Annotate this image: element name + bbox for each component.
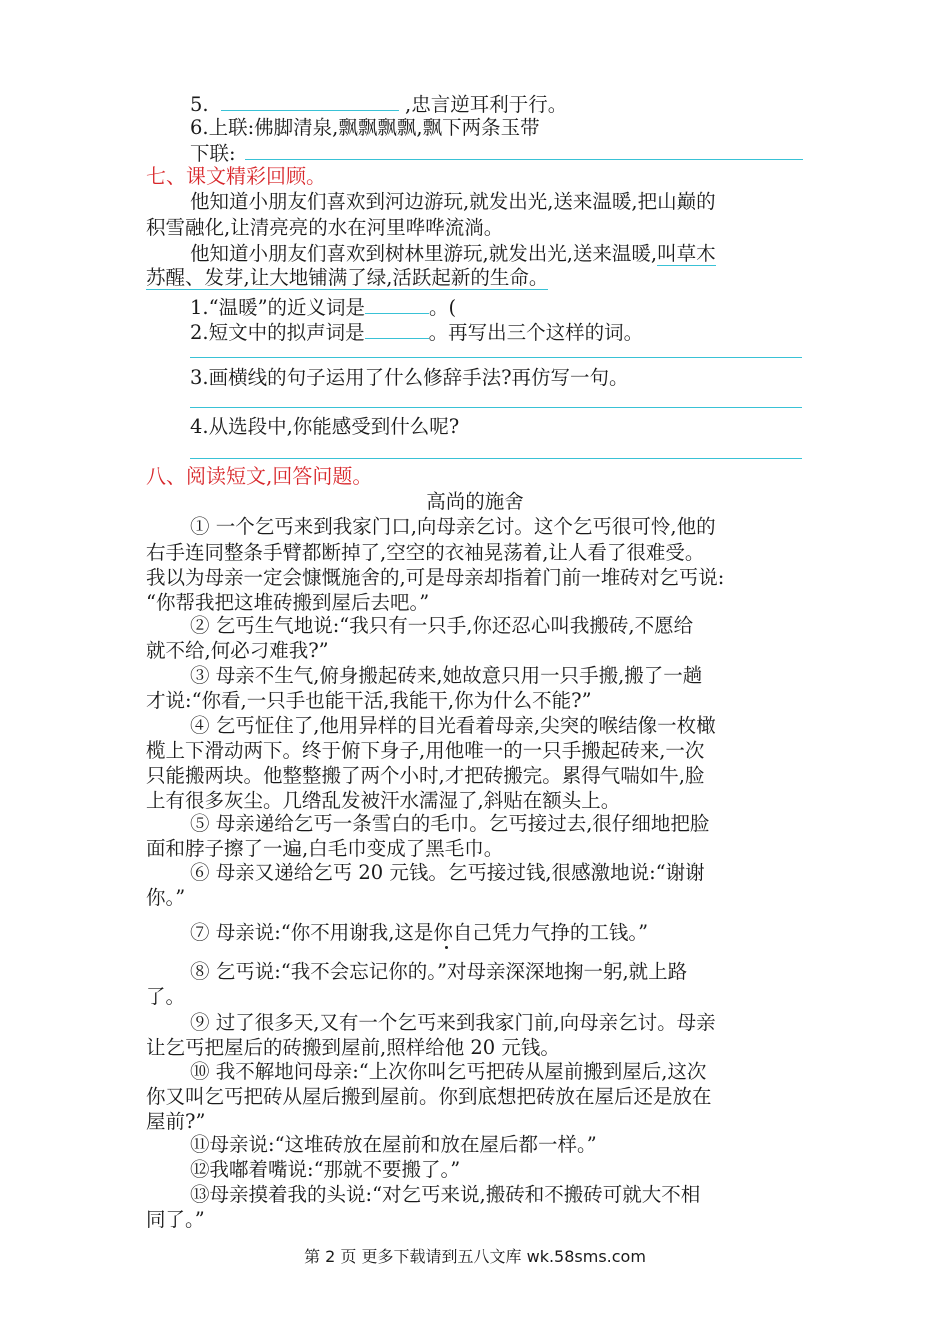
story-line: 就不给,何必刁难我?” bbox=[146, 639, 329, 662]
story-line: 让乞丐把屋后的砖搬到屋前,照样给他 20 元钱。 bbox=[146, 1036, 560, 1059]
story-line: 你。” bbox=[146, 886, 186, 909]
answer-blank[interactable] bbox=[365, 318, 429, 339]
story-title: 高尚的施舍 bbox=[426, 490, 524, 513]
passage-text: 他知道小朋友们喜欢到树林里游玩,就发出光,送来温暖, bbox=[190, 242, 658, 265]
question-7-3: 3.画横线的句子运用了什么修辞手法?再仿写一句。 bbox=[190, 366, 629, 389]
passage-7-line bbox=[146, 266, 548, 290]
story-line: ⑤ 母亲递给乞丐一条雪白的毛巾。乞丐接过去,很仔细地把脸 bbox=[190, 812, 710, 835]
story-line: 才说:“你看,一只手也能干活,我能干,你为什么不能?” bbox=[146, 689, 592, 712]
question-6-lower-label: 下联: bbox=[190, 142, 236, 165]
underlined-sentence: 叫草木 bbox=[657, 242, 716, 265]
passage-7-line bbox=[190, 242, 716, 266]
story-line: ⑨ 过了很多天,又有一个乞丐来到我家门前,向母亲乞讨。母亲 bbox=[190, 1011, 716, 1034]
question-7-1 bbox=[190, 293, 456, 320]
story-line: ⑩ 我不解地问母亲:“上次你叫乞丐把砖从屋前搬到屋后,这次 bbox=[190, 1060, 707, 1083]
story-line: ③ 母亲不生气,俯身搬起砖来,她故意只用一只手搬,搬了一趟 bbox=[190, 664, 703, 687]
answer-line[interactable] bbox=[190, 357, 802, 358]
story-line: 我以为母亲一定会慷慨施舍的,可是母亲却指着门前一堆砖对乞丐说: bbox=[146, 566, 725, 589]
question-6: 6.上联:佛脚清泉,飘飘飘飘,飘下两条玉带 bbox=[190, 116, 540, 139]
story-line: 同了。” bbox=[146, 1208, 205, 1231]
question-7-2 bbox=[190, 318, 643, 345]
story-line: 屋前?” bbox=[146, 1110, 206, 1133]
question-7-4: 4.从选段中,你能感受到什么呢? bbox=[190, 415, 460, 438]
answer-line[interactable] bbox=[190, 458, 802, 459]
underlined-sentence: 苏醒、发芽,让大地铺满了绿,活跃起新的生命。 bbox=[146, 266, 549, 289]
passage-7-line: 积雪融化,让清亮亮的水在河里哗哗流淌。 bbox=[146, 216, 504, 239]
story-line: ⑪母亲说:“这堆砖放在屋前和放在屋后都一样。” bbox=[190, 1133, 597, 1156]
emphasis-dot bbox=[445, 946, 448, 949]
question-text: 。( bbox=[429, 296, 457, 319]
story-line: 右手连同整条手臂都断掉了,空空的衣袖晃荡着,让人看了很难受。 bbox=[146, 541, 705, 564]
answer-blank[interactable] bbox=[365, 293, 429, 314]
question-text: 2.短文中的拟声词是 bbox=[190, 321, 365, 344]
section-8-title: 八、阅读短文,回答问题。 bbox=[146, 464, 373, 488]
story-line: 你又叫乞丐把砖从屋后搬到屋前。你到底想把砖放在屋后还是放在 bbox=[146, 1085, 712, 1108]
story-line: ⑬母亲摸着我的头说:“对乞丐来说,搬砖和不搬砖可就大不相 bbox=[190, 1183, 701, 1206]
question-text: 。再写出三个这样的词。 bbox=[428, 321, 644, 344]
story-line: ① 一个乞丐来到我家门口,向母亲乞讨。这个乞丐很可怜,他的 bbox=[190, 515, 716, 538]
story-line: ⑧ 乞丐说:“我不会忘记你的。”对母亲深深地掬一躬,就上路 bbox=[190, 960, 688, 983]
story-line: 面和脖子擦了一遍,白毛巾变成了黑毛巾。 bbox=[146, 837, 504, 860]
story-line: 只能搬两块。他整整搬了两个小时,才把砖搬完。累得气喘如牛,脸 bbox=[146, 764, 705, 787]
story-line: ⑦ 母亲说:“你不用谢我,这是你自己凭力气挣的工钱。” bbox=[190, 921, 649, 944]
story-line: ⑥ 母亲又递给乞丐 20 元钱。乞丐接过钱,很感激地说:“谢谢 bbox=[190, 861, 705, 884]
question-5 bbox=[190, 90, 567, 117]
story-line: 榄上下滑动两下。终于俯下身子,用他唯一的一只手搬起砖来,一次 bbox=[146, 739, 705, 762]
answer-line[interactable] bbox=[245, 159, 803, 160]
story-line: ④ 乞丐怔住了,他用异样的目光看着母亲,尖突的喉结像一枚橄 bbox=[190, 714, 716, 737]
page-footer: 第 2 页 更多下载请到五八文库 wk.58sms.com bbox=[304, 1247, 646, 1266]
answer-blank[interactable] bbox=[221, 90, 399, 111]
question-text: 1.“温暖”的近义词是 bbox=[190, 296, 366, 319]
story-line: ⑫我嘟着嘴说:“那就不要搬了。” bbox=[190, 1158, 461, 1181]
question-text: ,忠言逆耳利于行。 bbox=[405, 93, 568, 116]
story-line: 了。 bbox=[146, 985, 186, 1008]
story-line: “你帮我把这堆砖搬到屋后去吧。” bbox=[146, 591, 430, 614]
section-7-title: 七、课文精彩回顾。 bbox=[146, 164, 326, 188]
answer-line[interactable] bbox=[190, 407, 802, 408]
question-number: 5. bbox=[190, 93, 209, 116]
story-line: ② 乞丐生气地说:“我只有一只手,你还忍心叫我搬砖,不愿给 bbox=[190, 614, 694, 637]
passage-7-line: 他知道小朋友们喜欢到河边游玩,就发出光,送来温暖,把山巅的 bbox=[190, 190, 716, 213]
story-line: 上有很多灰尘。几绺乱发被汗水濡湿了,斜贴在额头上。 bbox=[146, 789, 621, 812]
